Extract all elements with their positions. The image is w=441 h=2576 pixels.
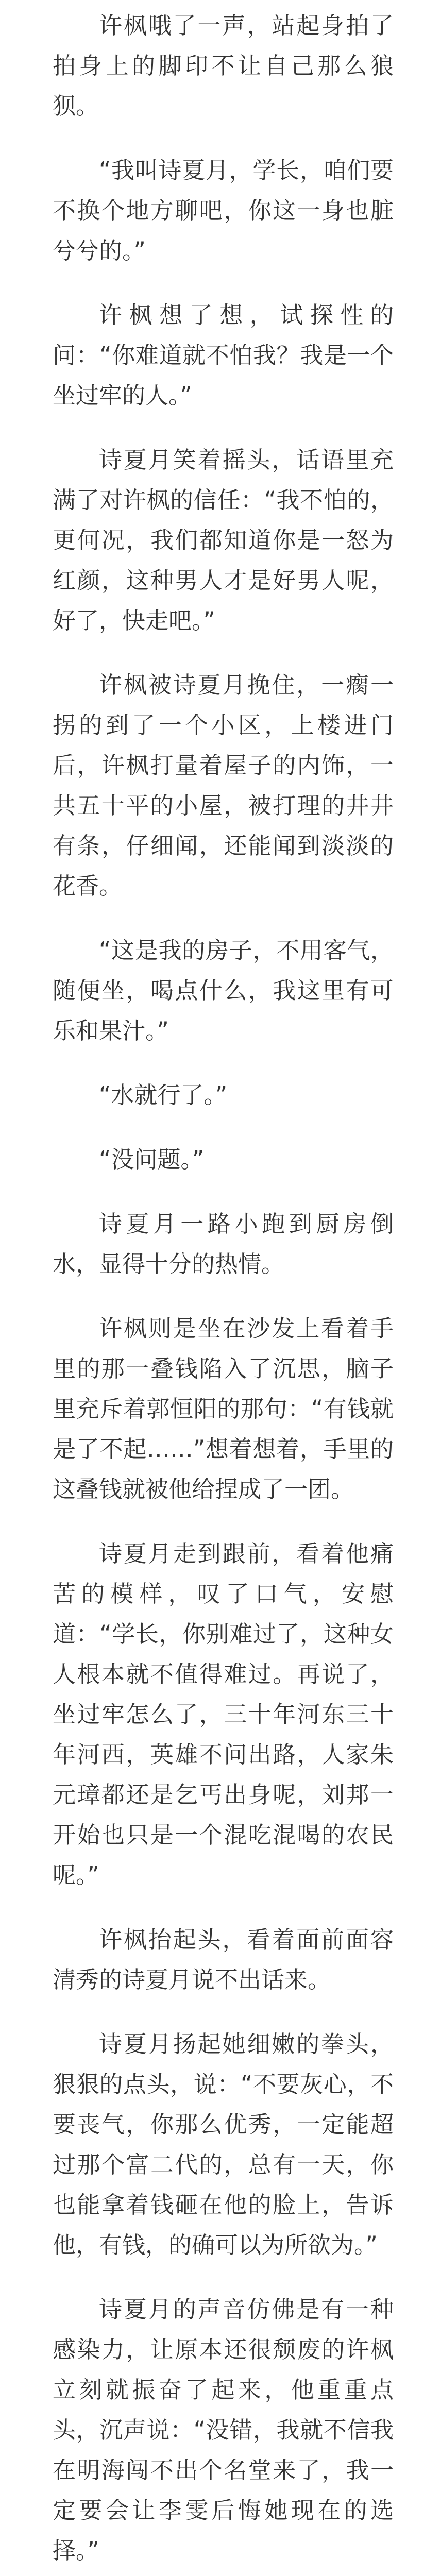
article-body bbox=[0, 6, 441, 2576]
paragraph: 诗夏月走到跟前，看着他痛苦的模样，叹了口气，安慰道：“学长，你别难过了，这种女人根本就不值得难过。再说了，坐过牢怎么了，三十年河东三十年河西，英雄不问出路，人家朱元璋都还是乞丐出身呢，刘邦一开始也只是一个混吃混喝的农民呢。” bbox=[53, 1540, 394, 1889]
paragraph: “这是我的房子，不用客气，随便坐，喝点什么，我这里有可乐和果汁。” bbox=[53, 937, 394, 1044]
paragraph: 诗夏月一路小跑到厨房倒水，显得十分的热情。 bbox=[53, 1210, 394, 1278]
paragraph: 许枫想了想，试探性的问：“你难道就不怕我？我是一个坐过牢的人。” bbox=[53, 301, 394, 409]
paragraph: “水就行了。” bbox=[99, 1081, 228, 1109]
paragraph: 许枫被诗夏月挽住，一瘸一拐的到了一个小区，上楼进门后，许枫打量着屋子的内饰，一共五十平的小屋，被打理的井井有条，仔细闻，还能闻到淡淡的花香。 bbox=[53, 671, 394, 900]
paragraph: “没问题。” bbox=[99, 1146, 205, 1173]
paragraph: 许枫抬起头，看着面前面容清秀的诗夏月说不出话来。 bbox=[53, 1926, 394, 1993]
paragraph: 诗夏月笑着摇头，话语里充满了对许枫的信任：“我不怕的，更何况，我们都知道你是一怒为红颜，这种男人才是好男人呢，好了，快走吧。” bbox=[53, 446, 394, 634]
paragraph: 诗夏月的声音仿佛是有一种感染力，让原本还很颓废的许枫立刻就振奋了起来，他重重点头，沉声说：“没错，我就不信我在明海闯不出个名堂来了，我一定要会让李雯后悔她现在的选择。” bbox=[53, 2296, 394, 2564]
paragraph: “我叫诗夏月，学长，咱们要不换个地方聊吧，你这一身也脏兮兮的。” bbox=[53, 157, 394, 264]
paragraph: 诗夏月扬起她细嫩的拳头，狠狠的点头，说：“不要灰心，不要丧气，你那么优秀，一定能超过那个富二代的，总有一天，你也能拿着钱砸在他的脸上，告诉他，有钱，的确可以为所欲为。” bbox=[53, 2030, 394, 2259]
paragraph: 许枫则是坐在沙发上看着手里的那一叠钱陷入了沉思，脑子里充斥着郭恒阳的那句：“有钱就是了不起……”想着想着，手里的这叠钱就被他给捏成了一团。 bbox=[53, 1315, 394, 1503]
paragraph: 许枫哦了一声，站起身拍了拍身上的脚印不让自己那么狼狈。 bbox=[53, 12, 394, 120]
